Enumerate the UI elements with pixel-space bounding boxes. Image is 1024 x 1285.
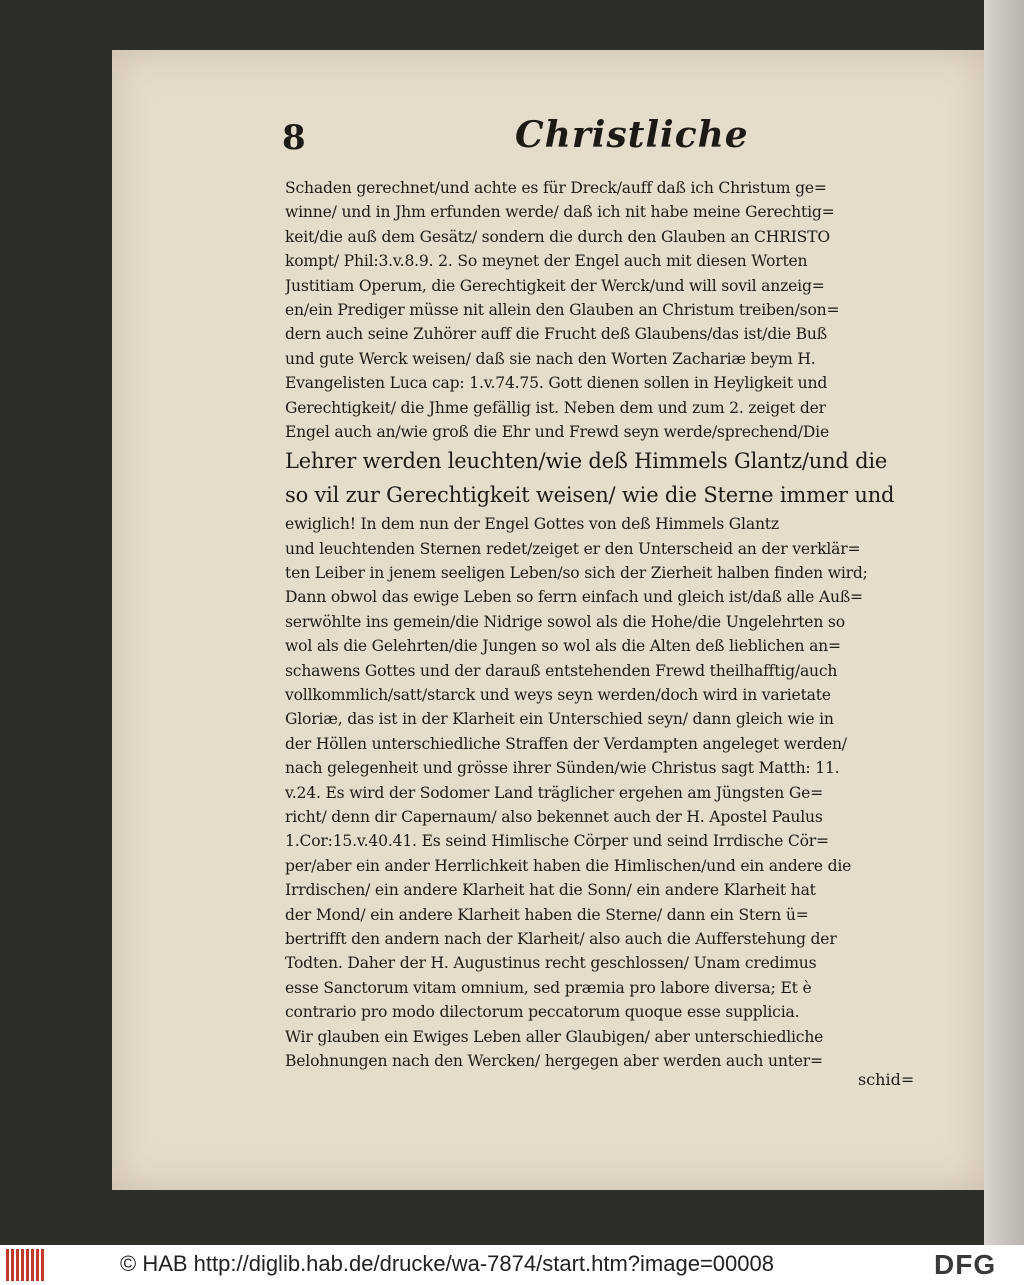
text-line: contrario pro modo dilectorum peccatorum quoque esse supplicia. — [285, 1003, 800, 1022]
text-line: Irrdischen/ ein andere Klarheit hat die Sonn/ ein andere Klarheit hat — [285, 881, 816, 900]
text-line: bertrifft den andern nach der Klarheit/ also auch die Aufferstehung der — [285, 929, 837, 948]
copyright-link[interactable]: © HAB http://diglib.hab.de/drucke/wa-7874/start.htm?image=00008 — [120, 1251, 774, 1276]
text-line: und leuchtenden Sternen redet/zeiget er den Unterscheid an der verklär= — [285, 539, 861, 558]
text-line: 1.Cor:15.v.40.41. Es seind Himlische Cörper und seind Irrdische Cör= — [285, 832, 829, 851]
text-line: esse Sanctorum vitam omnium, sed præmia pro labore diversa; Et è — [285, 978, 812, 997]
page-number: 8 — [282, 118, 306, 158]
catchword: schid= — [858, 1070, 915, 1089]
barcode-icon — [6, 1249, 46, 1281]
text-line: nach gelegenheit und grösse ihrer Sünden/wie Christus sagt Matth: 11. — [285, 759, 840, 778]
text-line: per/aber ein ander Herrlichkeit haben die Himlischen/und ein andere die — [285, 856, 852, 875]
running-title: Christliche — [515, 114, 749, 156]
body-text — [285, 176, 913, 1073]
text-line: dern auch seine Zuhörer auff die Frucht deß Glaubens/das ist/die Buß — [285, 325, 827, 344]
text-line: wol als die Gelehrten/die Jungen so wol als die Alten deß lieblichen an= — [285, 637, 841, 656]
text-line: Gerechtigkeit/ die Jhme gefällig ist. Neben dem und zum 2. zeiget der — [285, 398, 826, 417]
text-line: ewiglich! In dem nun der Engel Gottes von deß Himmels Glantz — [285, 515, 779, 534]
text-line: Schaden gerechnet/und achte es für Dreck/auff daß ich Christum ge= — [285, 179, 827, 197]
text-line: schawens Gottes und der darauß entstehenden Frewd theilhafftig/auch — [285, 661, 838, 680]
text-line: Evangelisten Luca cap: 1.v.74.75. Gott dienen sollen in Heyligkeit und — [285, 374, 828, 393]
text-line: Dann obwol das ewige Leben so ferrn einfach und gleich ist/daß alle Auß= — [285, 588, 863, 607]
text-line: kompt/ Phil:3.v.8.9. 2. So meynet der Engel auch mit diesen Worten — [285, 252, 808, 271]
footer-bar — [0, 1245, 1024, 1285]
text-line: vollkommlich/satt/starck und weys seyn werden/doch wird in varietate — [285, 686, 831, 705]
text-line: Belohnungen nach den Wercken/ hergegen aber werden auch unter= — [285, 1051, 823, 1070]
text-line: Wir glauben ein Ewiges Leben aller Glaubigen/ aber unterschiedliche — [285, 1027, 824, 1046]
text-line-emphasis: so vil zur Gerechtigkeit weisen/ wie die Sterne immer und — [285, 483, 895, 508]
dfg-logo: DFG — [934, 1249, 997, 1280]
text-line: Todten. Daher der H. Augustinus recht geschlossen/ Unam credimus — [285, 954, 817, 973]
text-line: Justitiam Operum, die Gerechtigkeit der Werck/und will sovil anzeig= — [285, 276, 825, 295]
text-line: Engel auch an/wie groß die Ehr und Frewd seyn werde/sprechend/Die — [285, 422, 829, 441]
page-edge — [984, 0, 1024, 1245]
text-line: v.24. Es wird der Sodomer Land träglicher ergehen am Jüngsten Ge= — [285, 783, 824, 802]
text-line: und gute Werck weisen/ daß sie nach den Worten Zachariæ beym H. — [285, 349, 816, 368]
text-line: serwöhlte ins gemein/die Nidrige sowol als die Hohe/die Ungelehrten so — [285, 612, 845, 631]
text-line: richt/ denn dir Capernaum/ also bekennet auch der H. Apostel Paulus — [285, 807, 823, 826]
text-line: Gloriæ, das ist in der Klarheit ein Unterschied seyn/ dann gleich wie in — [285, 710, 834, 729]
text-line: winne/ und in Jhm erfunden werde/ daß ich nit habe meine Gerechtig= — [285, 203, 835, 222]
text-line: en/ein Prediger müsse nit allein den Glauben an Christum treiben/son= — [285, 300, 840, 319]
text-line-emphasis: Lehrer werden leuchten/wie deß Himmels Glantz/und die — [285, 449, 888, 474]
text-line: keit/die auß dem Gesätz/ sondern die durch den Glauben an CHRISTO — [285, 227, 830, 246]
page-header — [170, 114, 920, 162]
text-line: der Mond/ ein andere Klarheit haben die Sterne/ dann ein Stern ü= — [285, 905, 809, 924]
text-line: ten Leiber in jenem seeligen Leben/so sich der Zierheit halben finden wird; — [285, 564, 868, 583]
text-line: der Höllen unterschiedliche Straffen der Verdampten angeleget werden/ — [285, 734, 847, 753]
